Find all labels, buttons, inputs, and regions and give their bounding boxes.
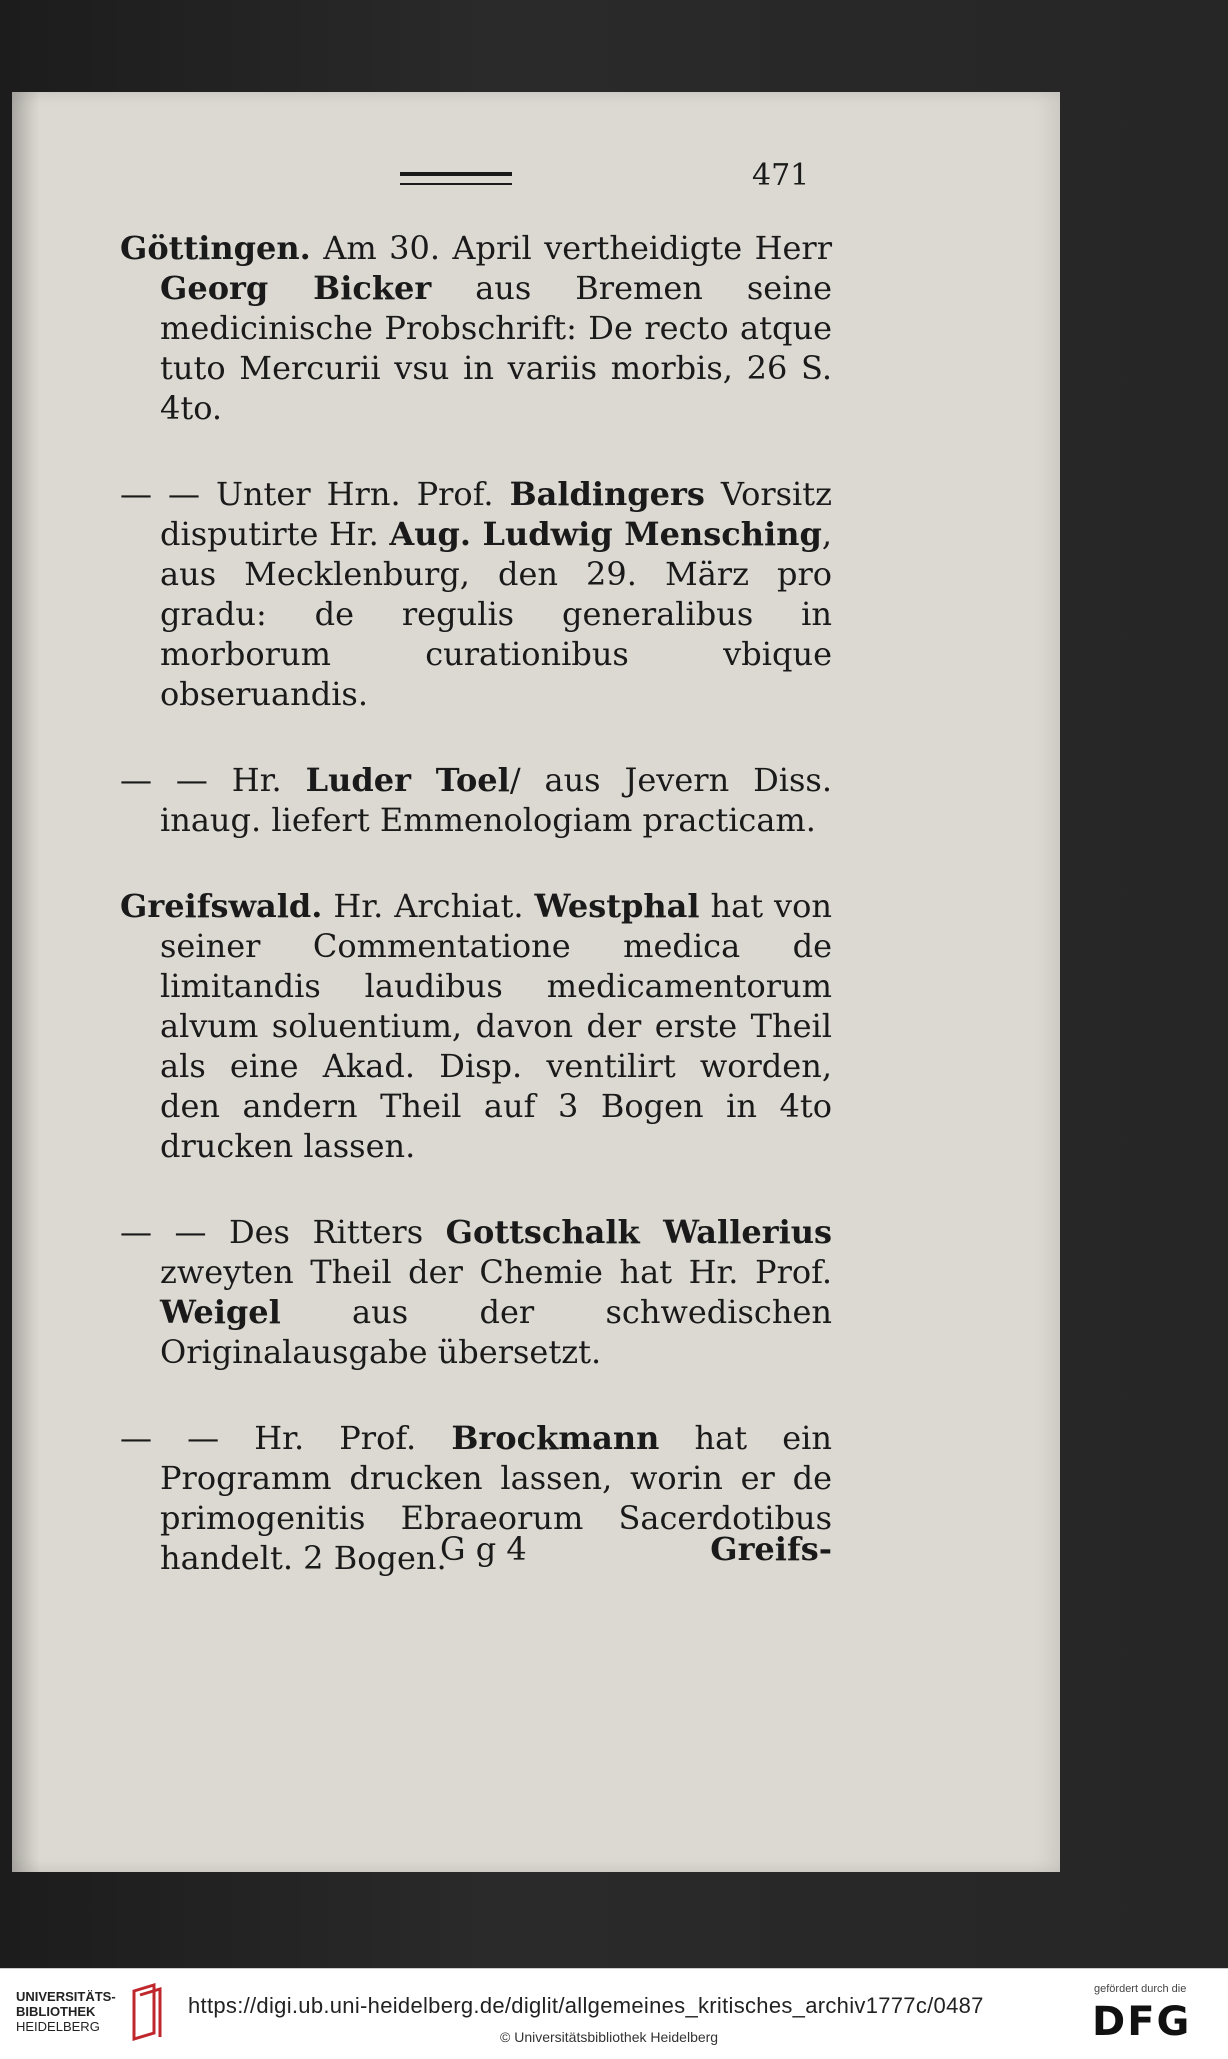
- entry-text: aus Bremen seine medicinische Probschrift: De recto atque tuto Mercurii vsu in variis morbis, 26 S. 4to.: [160, 269, 833, 427]
- page-gutter-shadow: [12, 92, 40, 1872]
- entry-paragraph: [120, 886, 832, 1166]
- page-footer-line: [120, 1530, 832, 1574]
- entry-text: hat von seiner Commentatione medica de limitandis laudibus medicamentorum alvum soluentium, davon der erste Theil als eine Akad. Disp. ventilirt worden, den andern Theil auf 3 Bogen in 4to drucken lassen.: [160, 887, 833, 1165]
- entry-text: aus der schwedischen Originalausgabe übersetzt.: [160, 1293, 832, 1371]
- entry-text: zweyten Theil der Chemie hat Hr. Prof.: [160, 1253, 832, 1291]
- entry-paragraph: [120, 760, 832, 840]
- entry-paragraph: [120, 474, 832, 714]
- entry-text: — — Unter Hrn. Prof.: [120, 475, 510, 513]
- text-entry-greifswald-2: [120, 1212, 832, 1372]
- entry-text: — — Hr.: [120, 761, 306, 799]
- header-rule: [400, 172, 512, 185]
- viewer-footer: [0, 1968, 1228, 2059]
- text-entry-goettingen-1: [120, 228, 832, 428]
- emphasized-name: Brockmann: [451, 1419, 660, 1457]
- entry-text: Am 30. April vertheidigte Herr: [310, 229, 832, 267]
- entry-text: hat ein Programm drucken lassen, worin er de primogenitis Ebraeorum Sacerdotibus handelt. 2 Bogen.: [160, 1419, 833, 1577]
- text-entry-goettingen-3: [120, 760, 832, 840]
- entry-paragraph: [120, 1212, 832, 1372]
- emphasized-name: Westphal: [534, 887, 700, 925]
- main-text: [120, 228, 832, 1624]
- dfg-logo[interactable]: DFG: [1092, 1999, 1192, 2045]
- entry-text: , aus Mecklenburg, den 29. März pro gradu: de regulis generalibus in morborum curationibus vbique obseruandis.: [160, 515, 833, 713]
- entry-text: / aus Jevern Diss. inaug. liefert Emmenologiam practicam.: [160, 761, 833, 839]
- emphasized-name: Baldingers: [509, 475, 705, 513]
- text-entry-greifswald-1: [120, 886, 832, 1166]
- entry-text: Vorsitz disputirte Hr.: [160, 475, 833, 553]
- funder-label: gefördert durch die: [1094, 1983, 1187, 1995]
- emphasized-name: Weigel: [160, 1293, 281, 1331]
- library-logo-text: [16, 1989, 116, 2034]
- emphasized-name: Georg Bicker: [160, 269, 432, 307]
- library-name-line3: HEIDELBERG: [16, 2019, 100, 2034]
- emphasized-name: Aug. Ludwig Mensching: [389, 515, 822, 553]
- emphasized-name: Gottschalk Wallerius: [445, 1213, 833, 1251]
- emphasized-name: Luder Toel: [305, 761, 510, 799]
- catchword: Greifs-: [710, 1530, 832, 1568]
- text-entry-goettingen-2: [120, 474, 832, 714]
- emphasized-name: Göttingen.: [120, 229, 311, 267]
- library-logo-icon: [126, 1983, 168, 2041]
- library-name-line2: BIBLIOTHEK: [16, 2004, 96, 2019]
- signature-mark: G g 4: [440, 1530, 527, 1568]
- entry-text: — — Des Ritters: [120, 1213, 446, 1251]
- library-name-line1: UNIVERSITÄTS-: [16, 1989, 116, 2004]
- entry-text: — — Hr. Prof.: [120, 1419, 452, 1457]
- entry-text: Hr. Archiat.: [322, 887, 535, 925]
- copyright-notice: © Universitätsbibliothek Heidelberg: [500, 2029, 719, 2045]
- entry-paragraph: [120, 228, 832, 428]
- page-number: 471: [752, 158, 810, 193]
- page-url-link[interactable]: https://digi.ub.uni-heidelberg.de/diglit/allgemeines_kritisches_archiv1777c/0487: [188, 1993, 984, 2018]
- emphasized-name: Greifswald.: [120, 887, 323, 925]
